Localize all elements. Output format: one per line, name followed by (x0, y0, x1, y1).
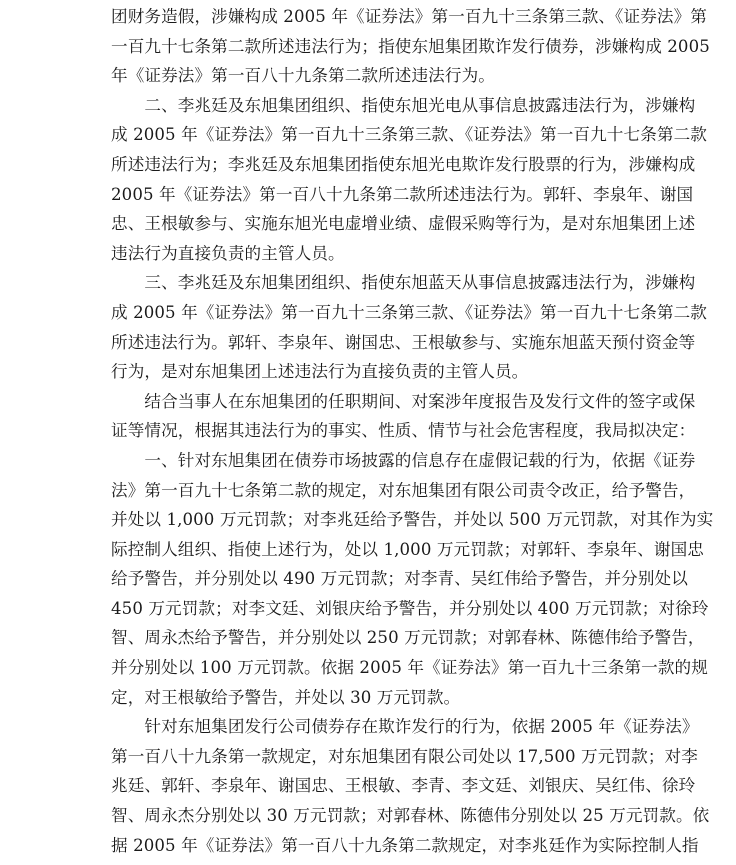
text-line: 并分别处以 100 万元罚款。依据 2005 年《证券法》第一百九十三条第一款的规 (111, 658, 708, 678)
text-line: 忠、王根敏参与、实施东旭光电虚增业绩、虚假采购等行为，是对东旭集团上述 (111, 214, 696, 234)
paragraph-item-three (111, 268, 707, 386)
text-line: 针对东旭集团发行公司债券存在欺诈发行的行为，依据 2005 年《证券法》 (111, 717, 699, 737)
text-line: 二、李兆廷及东旭集团组织、指使东旭光电从事信息披露违法行为，涉嫌构 (111, 95, 696, 115)
paragraph-decision-intro (111, 387, 696, 446)
text-line: 成 2005 年《证券法》第一百九十三条第三款、《证券法》第一百九十七条第二款 (111, 302, 707, 322)
text-line: 给予警告，并分别处以 490 万元罚款；对李青、吴红伟给予警告，并分别处以 (111, 569, 688, 589)
text-line: 行为，是对东旭集团上述违法行为直接负责的主管人员。 (111, 362, 529, 382)
text-line: 证等情况，根据其违法行为的事实、性质、情节与社会危害程度，我局拟决定： (111, 421, 696, 441)
text-line: 2005 年《证券法》第一百八十九条第二款所述违法行为。郭轩、李泉年、谢国 (111, 184, 694, 204)
text-line: 定，对王根敏给予警告，并处以 30 万元罚款。 (111, 687, 461, 707)
text-line: 智、周永杰分别处以 30 万元罚款；对郭春林、陈德伟分别处以 25 万元罚款。依 (111, 806, 710, 826)
text-line: 第一百八十九条第一款规定，对东旭集团有限公司处以 17,500 万元罚款；对李 (111, 746, 698, 766)
text-line: 结合当事人在东旭集团的任职期间、对案涉年度报告及发行文件的签字或保 (111, 391, 696, 411)
text-line: 法》第一百九十七条第二款的规定，对东旭集团有限公司责令改正，给予警告， (111, 480, 696, 500)
paragraph-decision-one (111, 446, 714, 712)
text-line: 团财务造假，涉嫌构成 2005 年《证券法》第一百九十三条第三款、《证券法》第 (111, 7, 707, 26)
document-page (111, 2, 714, 860)
text-line: 所述违法行为；李兆廷及东旭集团指使东旭光电欺诈发行股票的行为，涉嫌构成 (111, 154, 696, 174)
text-line: 三、李兆廷及东旭集团组织、指使东旭蓝天从事信息披露违法行为，涉嫌构 (111, 273, 696, 293)
paragraph-continuation (111, 2, 710, 91)
text-line: 所述违法行为。郭轩、李泉年、谢国忠、王根敏参与、实施东旭蓝天预付资金等 (111, 332, 696, 352)
text-line: 智、周永杰给予警告，并分别处以 250 万元罚款；对郭春林、陈德伟给予警告， (111, 628, 705, 648)
text-line: 际控制人组织、指使上述行为，处以 1,000 万元罚款；对郭轩、李泉年、谢国忠 (111, 539, 704, 559)
text-line: 一百九十七条第二款所述违法行为；指使东旭集团欺诈发行债券，涉嫌构成 2005 (111, 36, 710, 56)
text-line: 成 2005 年《证券法》第一百九十三条第三款、《证券法》第一百九十七条第二款 (111, 125, 707, 145)
text-line: 一、针对东旭集团在债券市场披露的信息存在虚假记载的行为，依据《证券 (111, 450, 696, 470)
text-line: 450 万元罚款；对李文廷、刘银庆给予警告，并分别处以 400 万元罚款；对徐玲 (111, 598, 709, 618)
paragraph-item-two (111, 91, 707, 269)
text-line: 违法行为直接负责的主管人员。 (111, 243, 345, 263)
text-line: 年《证券法》第一百八十九条第二款所述违法行为。 (111, 66, 495, 86)
text-line: 据 2005 年《证券法》第一百八十九条第二款规定，对李兆廷作为实际控制人指 (111, 835, 699, 855)
paragraph-bond-fraud (111, 712, 710, 860)
text-line: 兆廷、郭轩、李泉年、谢国忠、王根敏、李青、李文廷、刘银庆、吴红伟、徐玲 (111, 776, 696, 796)
text-line: 并处以 1,000 万元罚款；对李兆廷给予警告，并处以 500 万元罚款，对其作为实 (111, 510, 714, 530)
